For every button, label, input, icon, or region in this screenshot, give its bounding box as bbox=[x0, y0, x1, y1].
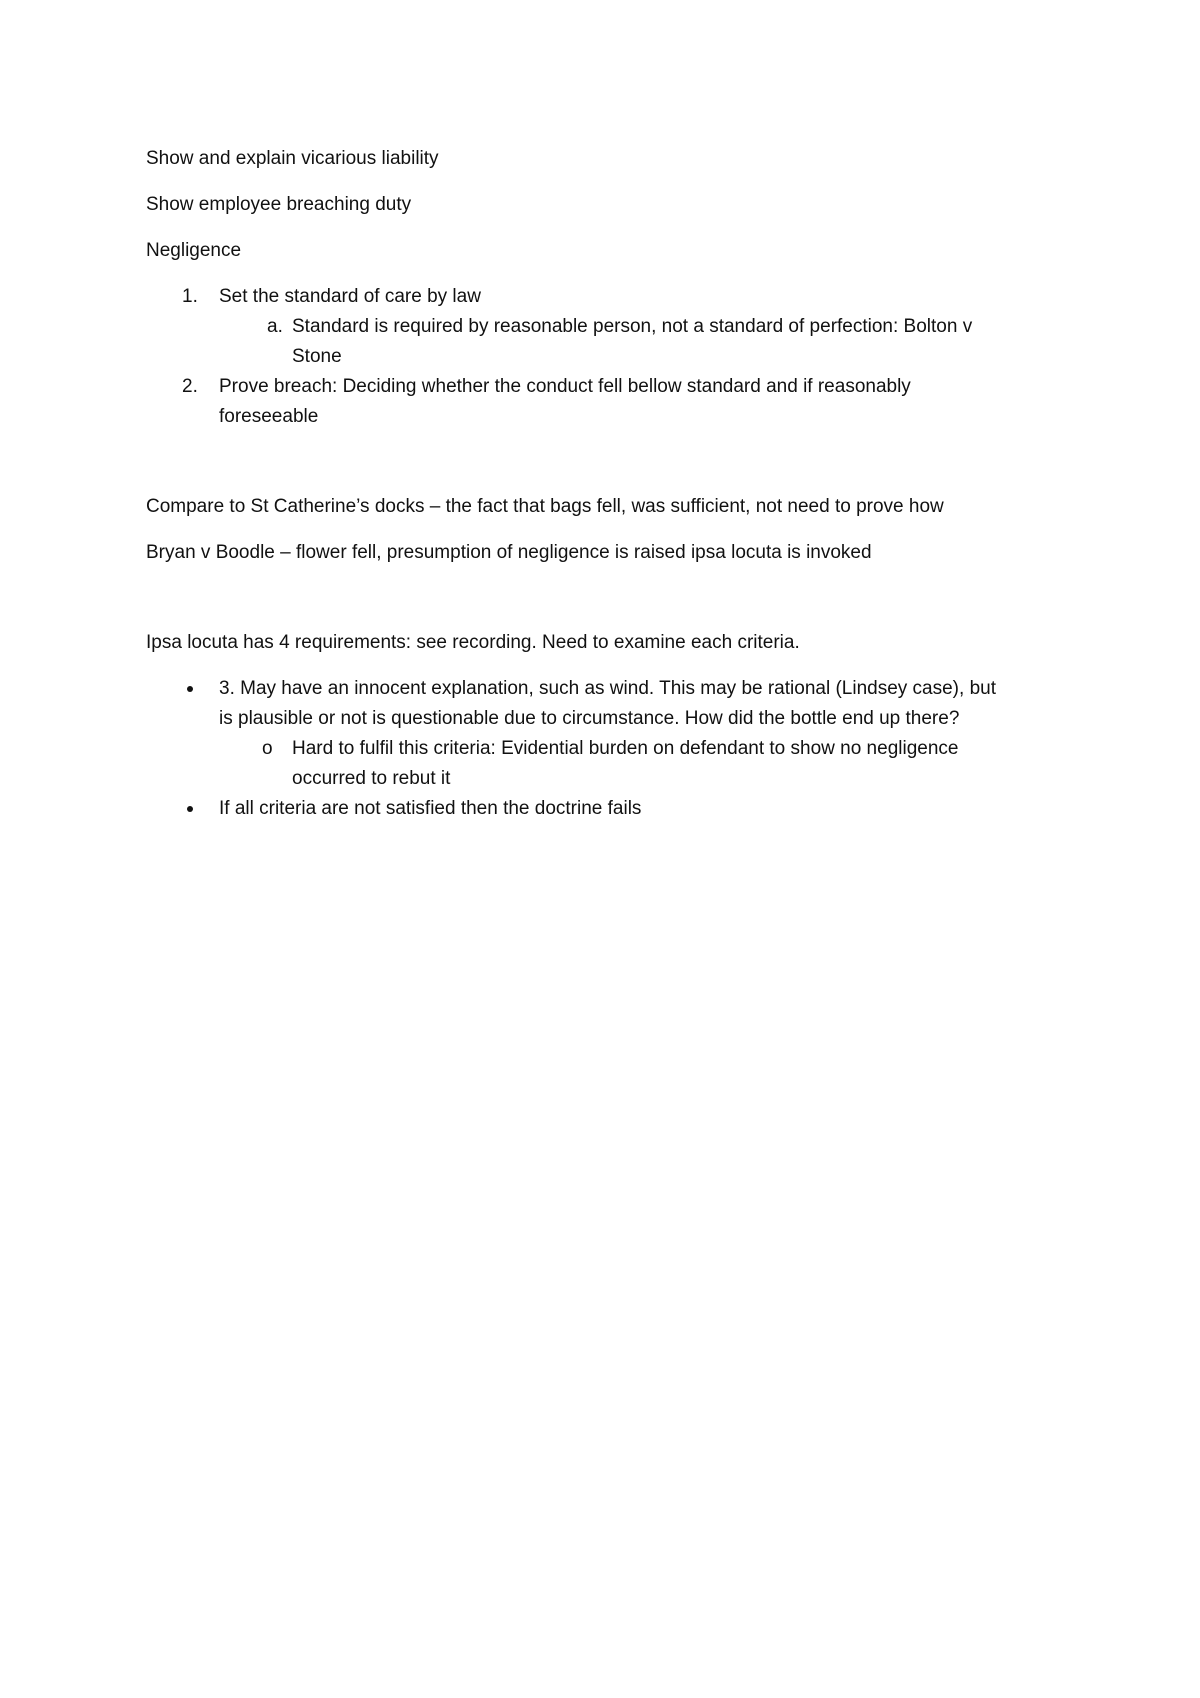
list-subitem-reasonable-person: Standard is required by reasonable person, not a standard of perfection: Bolton v bbox=[292, 316, 973, 337]
paragraph-bryan-v-boodle: Bryan v Boodle – flower fell, presumption of negligence is raised ipsa locuta is invoked bbox=[146, 542, 872, 563]
list-item-prove-breach: Prove breach: Deciding whether the conduct fell bellow standard and if reasonably bbox=[219, 376, 911, 397]
bullet-item-doctrine-fails: If all criteria are not satisfied then the doctrine fails bbox=[219, 798, 642, 819]
list-marker-2: 2. bbox=[182, 376, 198, 397]
paragraph-negligence-heading: Negligence bbox=[146, 240, 242, 261]
paragraph-st-catherines-docks: Compare to St Catherine’s docks – the fact that bags fell, was sufficient, not need to prove how bbox=[146, 496, 944, 517]
bullet-marker bbox=[187, 806, 193, 812]
list-subitem-reasonable-person-cont: Stone bbox=[292, 346, 342, 367]
list-marker-1: 1. bbox=[182, 286, 198, 307]
bullet-item-innocent-explanation: 3. May have an innocent explanation, such as wind. This may be rational (Lindsey case), but bbox=[219, 678, 996, 699]
list-marker-a: a. bbox=[267, 316, 283, 337]
sub-bullet-item-evidential-burden: Hard to fulfil this criteria: Evidential burden on defendant to show no negligence bbox=[292, 738, 959, 759]
paragraph-employee-breaching-duty: Show employee breaching duty bbox=[146, 194, 412, 215]
list-item-standard-of-care: Set the standard of care by law bbox=[219, 286, 481, 307]
sub-bullet-marker: o bbox=[262, 738, 273, 759]
sub-bullet-item-evidential-burden-cont: occurred to rebut it bbox=[292, 768, 451, 789]
bullet-item-innocent-explanation-cont: is plausible or not is questionable due to circumstance. How did the bottle end up there? bbox=[219, 708, 960, 729]
paragraph-ipsa-locuta-requirements: Ipsa locuta has 4 requirements: see recording. Need to examine each criteria. bbox=[146, 632, 800, 653]
list-item-prove-breach-cont: foreseeable bbox=[219, 406, 319, 427]
paragraph-vicarious-liability: Show and explain vicarious liability bbox=[146, 148, 439, 169]
bullet-marker bbox=[187, 686, 193, 692]
